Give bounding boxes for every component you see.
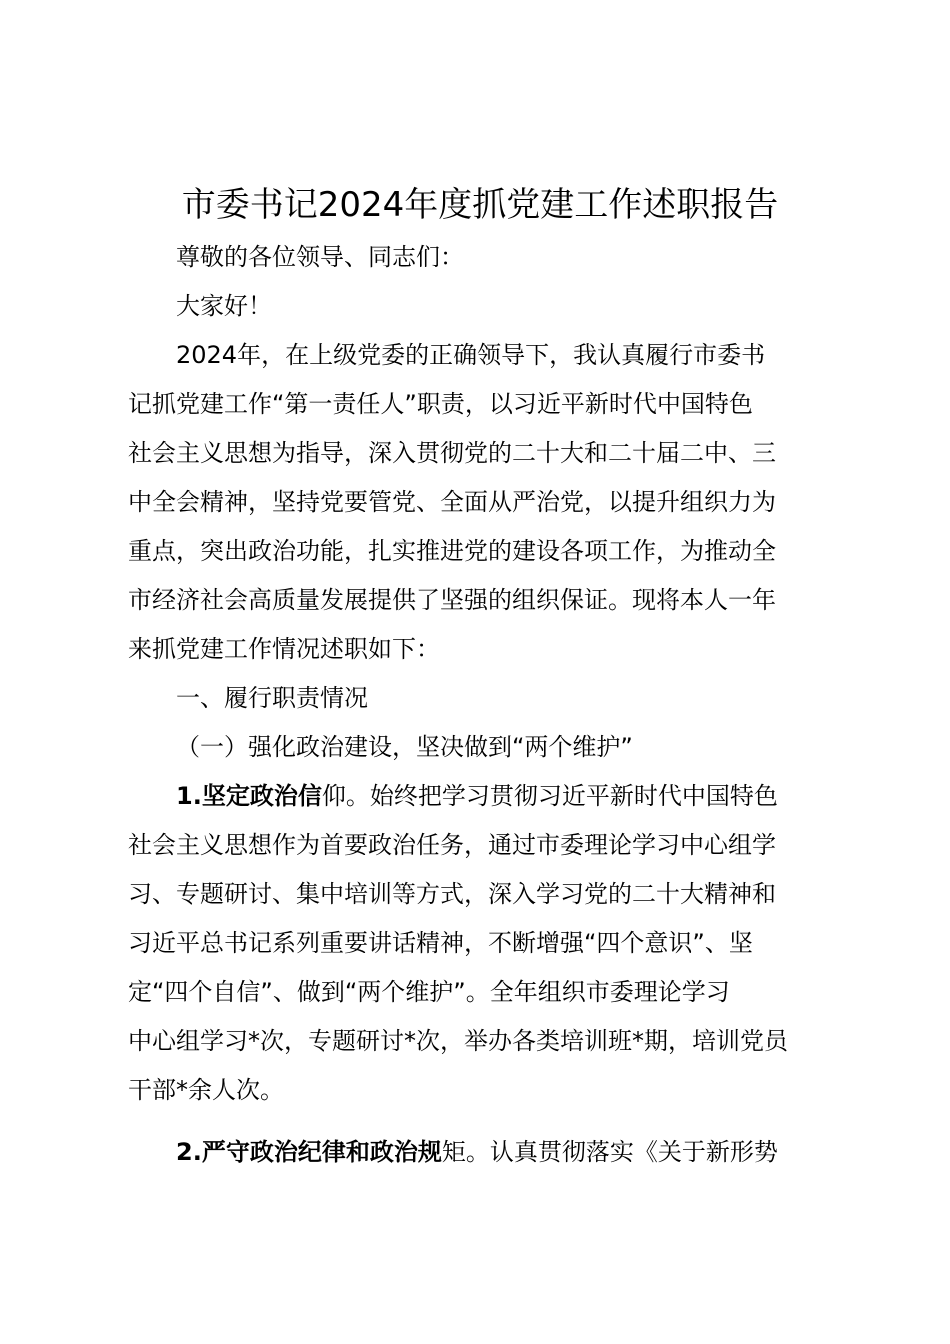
document-title: 市委书记2024年度抓党建工作述职报告 — [181, 185, 779, 225]
salutation: 尊敬的各位领导、同志们： — [176, 243, 464, 271]
intro-line: 2024年，在上级党委的正确领导下，我认真履行市委书 — [176, 341, 766, 369]
item-2-first-line — [128, 1128, 834, 1177]
intro-paragraph — [128, 331, 834, 674]
intro-line: 市经济社会高质量发展提供了坚强的组织保证。现将本人一年 — [128, 586, 776, 614]
item-2-lead: 2.严守政治纪律和政治规 — [176, 1138, 442, 1166]
item-1-first-line — [128, 772, 834, 821]
intro-line: 重点，突出政治功能，扎实推进党的建设各项工作，为推动全 — [128, 537, 776, 565]
item-1-lead-rest: 仰。始终把学习贯彻习近平新时代中国特色 — [321, 782, 778, 810]
item-1-paragraph — [128, 772, 834, 1115]
subsection-heading: （一）强化政治建设，坚决做到“两个维护” — [176, 733, 633, 761]
item-1-lead: 1.坚定政治信 — [176, 782, 322, 810]
document-body — [128, 233, 834, 1177]
item-2-lead-rest: 矩。认真贯彻落实《关于新形势 — [441, 1138, 778, 1166]
intro-line: 来抓党建工作情况述职如下： — [128, 635, 440, 663]
item-1-line: 社会主义思想作为首要政治任务，通过市委理论学习中心组学 — [128, 831, 776, 859]
item-1-line: 习、专题研讨、集中培训等方式，深入学习党的二十大精神和 — [128, 880, 776, 908]
intro-line: 记抓党建工作“第一责任人”职责，以习近平新时代中国特色 — [128, 390, 753, 418]
intro-line: 社会主义思想为指导，深入贯彻党的二十大和二十届二中、三 — [128, 439, 776, 467]
item-2-paragraph — [128, 1128, 834, 1177]
greeting: 大家好！ — [176, 292, 272, 320]
section-heading: 一、履行职责情况 — [176, 684, 368, 712]
item-1-line: 习近平总书记系列重要讲话精神，不断增强“四个意识”、坚 — [128, 929, 753, 957]
item-1-line: 中心组学习*次，专题研讨*次，举办各类培训班*期，培训党员 — [128, 1027, 788, 1055]
intro-line: 中全会精神，坚持党要管党、全面从严治党，以提升组织力为 — [128, 488, 776, 516]
item-1-line: 定“四个自信”、做到“两个维护”。全年组织市委理论学习 — [128, 978, 730, 1006]
item-1-line: 干部*余人次。 — [128, 1076, 284, 1104]
